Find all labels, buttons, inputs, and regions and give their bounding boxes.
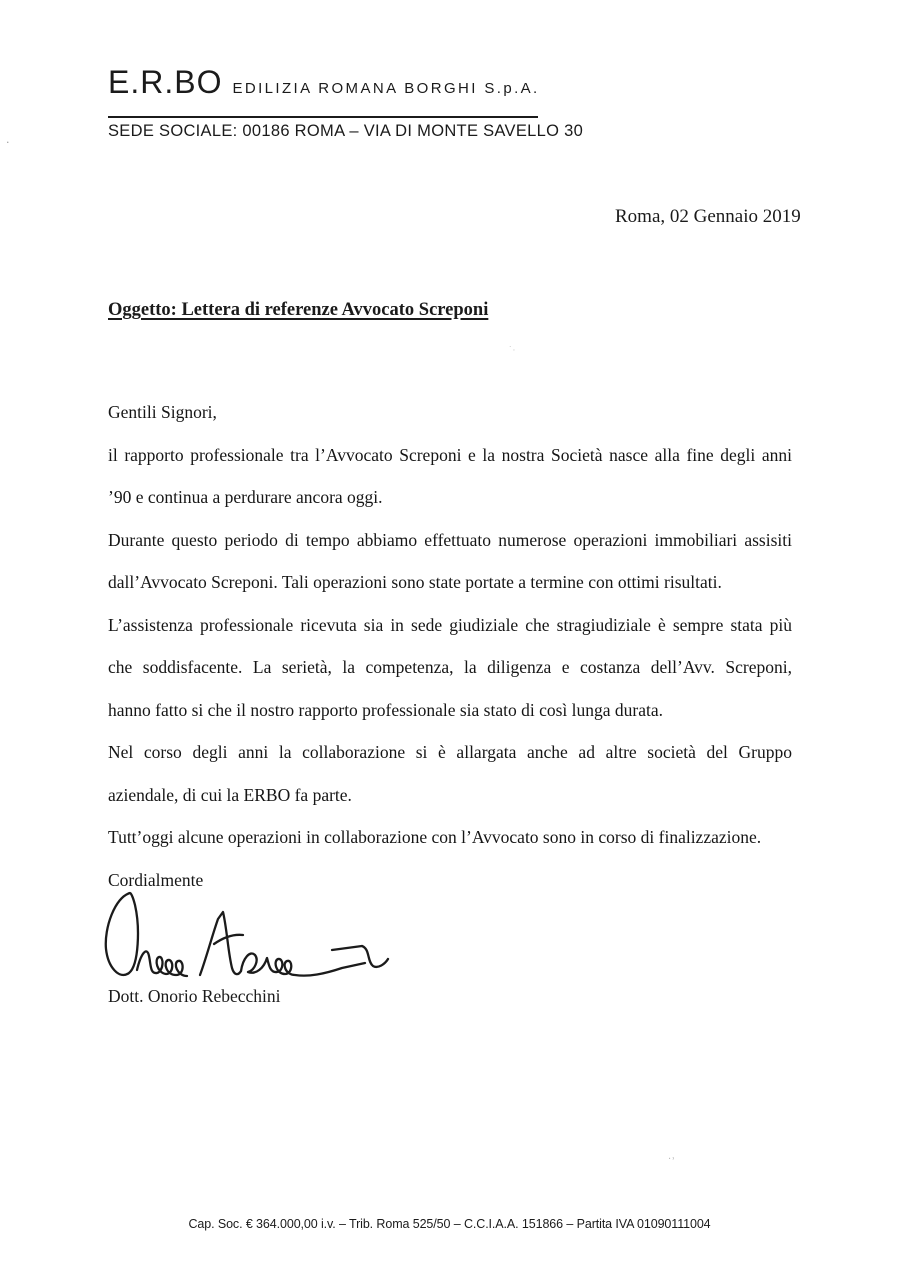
- scan-artifact-dot: ·: [6, 136, 10, 149]
- paragraph: [108, 816, 792, 859]
- paragraph-line: hanno fatto si che il nostro rapporto professionale sia stato di così lunga durata.: [108, 699, 664, 720]
- paragraph-line: dall’Avvocato Screponi. Tali operazioni sono state portate a termine con ottimi risultati.: [108, 572, 722, 592]
- paragraph-line: che soddisfacente. La serietà, la competenza, la diligenza e costanza dell’Avv. Screponi,: [108, 657, 792, 677]
- paragraph-line: Tutt’oggi alcune operazioni in collaborazione con l’Avvocato sono in corso di finalizzazione.: [108, 827, 762, 847]
- paragraph: [108, 519, 792, 604]
- letter-body: [108, 391, 792, 901]
- letter-dateline: Roma, 02 Gennaio 2019: [615, 206, 801, 227]
- scan-artifact-smudge: ˙·: [508, 346, 516, 356]
- paragraph-line: Durante questo periodo di tempo abbiamo effettuato numerose operazioni immobiliari assisiti: [108, 529, 792, 550]
- letterhead-divider: [108, 116, 538, 118]
- paragraph-line: il rapporto professionale tra l’Avvocato Screponi e la nostra Società nasce alla fine degli anni: [108, 444, 792, 465]
- company-address-line: SEDE SOCIALE: 00186 ROMA – VIA DI MONTE SAVELLO 30: [108, 122, 584, 140]
- letter-greeting: Gentili Signori,: [108, 402, 217, 422]
- letter-subject: Oggetto: Lettera di referenze Avvocato Screponi: [108, 300, 489, 320]
- letterhead: [108, 64, 584, 141]
- paragraph-line: Nel corso degli anni la collaborazione si è allargata anche ad altre società del Gruppo: [108, 742, 792, 762]
- scan-artifact-smudge: ·˒: [668, 1154, 677, 1165]
- company-logo: [108, 64, 548, 101]
- letter-closing: Cordialmente: [108, 869, 204, 890]
- footer-registration-line: Cap. Soc. € 364.000,00 i.v. – Trib. Roma 525/50 – C.C.I.A.A. 151866 – Partita IVA 01090111004: [188, 1217, 711, 1231]
- paragraph: [108, 434, 792, 519]
- paragraph: [108, 731, 792, 816]
- company-logo-acronym: E.R.BO: [108, 64, 223, 100]
- paragraph-line: aziendale, di cui la ERBO fa parte.: [108, 784, 352, 805]
- paragraph: [108, 604, 792, 732]
- signer-name: Dott. Onorio Rebecchini: [108, 986, 281, 1006]
- paragraph-line: ’90 e continua a perdurare ancora oggi.: [108, 487, 383, 507]
- company-logo-fullname: EDILIZIA ROMANA BORGHI S.p.A.: [232, 80, 540, 97]
- handwritten-signature: [102, 886, 412, 984]
- signature-scribble-icon: [102, 886, 412, 984]
- paragraph-line: L’assistenza professionale ricevuta sia in sede giudiziale che stragiudiziale è sempre stata più: [108, 614, 792, 635]
